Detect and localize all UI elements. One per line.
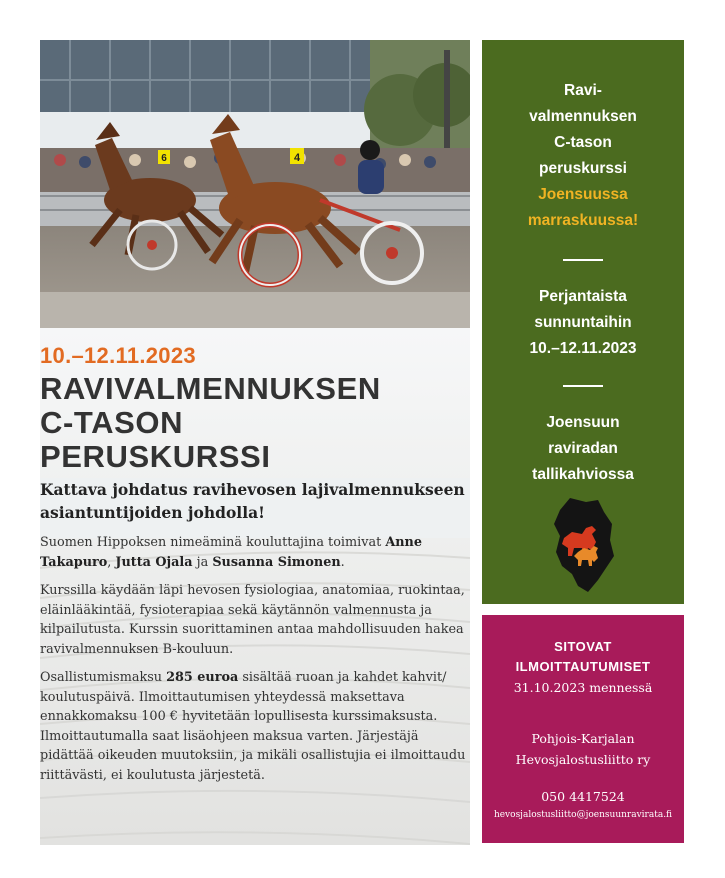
summary-line-3: C-tason (554, 134, 612, 151)
registration-box (482, 615, 684, 843)
trainers-paragraph (40, 533, 468, 572)
summary-divider-2 (563, 385, 603, 387)
registration-title-line-2: ILMOITTAUTUMISET (515, 659, 651, 674)
left-horse-bib-number: 6 (161, 153, 167, 164)
course-title-line-2: C-TASON (40, 405, 184, 440)
course-subtitle: Kattava johdatus ravihevosen lajivalmennukseen asiantuntijoiden johdolla! (40, 480, 465, 522)
course-summary-box (482, 40, 684, 604)
course-content-paragraph: Kurssilla käydään läpi hevosen fysiologiaa, anatomiaa, ruokintaa, eläinlääkintää, fysioterapiaa sekä käytännön valmennusta ja kilpailutusta. Kurssin suorittaminen antaa mahdollisuuden hakea ravivalmennuksen B-kouluun. (40, 583, 465, 657)
venue-line-2: raviradan (548, 440, 618, 457)
course-title-line-3: PERUSKURSSI (40, 439, 271, 474)
organizer-line-1: Pohjois-Karjalan (531, 731, 635, 746)
trainer-name-3: Susanna Simonen (212, 554, 341, 570)
schedule-line-1: Perjantaista (539, 288, 627, 305)
right-horse-bib-number: 4 (293, 152, 301, 164)
hero-photo (40, 40, 470, 328)
fee-amount: 285 euroa (166, 670, 239, 685)
venue-line-3: tallikahviossa (532, 466, 634, 483)
summary-line-1: Ravi- (564, 82, 602, 99)
organizer-phone: 050 4417524 (541, 789, 625, 804)
course-date-heading: 10.–12.11.2023 (40, 343, 196, 368)
trainers-end: . (340, 554, 345, 570)
schedule-dates: 10.–12.11.2023 (529, 340, 637, 357)
course-title (40, 372, 470, 474)
course-info-column (40, 328, 470, 845)
venue-line-1: Joensuun (546, 414, 620, 431)
summary-month-line: marraskuussa! (527, 212, 639, 229)
summary-line-4: peruskurssi (539, 160, 627, 177)
summary-line-2: valmennuksen (529, 108, 637, 125)
summary-divider-1 (563, 259, 603, 261)
trainer-name-1: Anne Takapuro (40, 535, 422, 570)
fee-intro: Osallistumismaksu (40, 670, 167, 685)
registration-deadline: 31.10.2023 mennessä (513, 680, 653, 695)
organizer-email: hevosjalostusliitto@joensuunravirata.fi (493, 810, 673, 820)
registration-title-line-1: SITOVAT (554, 639, 612, 654)
trainers-intro: Suomen Hippoksen nimeäminä kouluttajina toimivat (40, 535, 386, 550)
course-title-line-1: RAVIVALMENNUKSEN (40, 371, 381, 406)
organizer-line-2: Hevosjalostusliitto ry (515, 752, 651, 767)
trainers-separator-2: ja (192, 554, 213, 570)
registration-title (482, 637, 684, 677)
fee-paragraph (40, 668, 468, 785)
trainer-name-2: Jutta Ojala (115, 554, 193, 570)
summary-location-line: Joensuussa (538, 186, 628, 203)
horse-association-logo-icon (552, 496, 616, 594)
trainers-separator-1: , (107, 554, 116, 570)
schedule-line-2: sunnuntaihin (534, 314, 632, 331)
fee-details: sisältää ruoan ja kahdet kahvit/ koulutuspäivä. Ilmoittautumisen yhteydessä maksettava ennakkomaksu 100 € hyvitetään lopullisesta kurssimaksusta. Ilmoittautumalla saat lisäohjeen maksua varten. Järjestäjä pidättää oikeuden muutoksiin, ja mikäli osallistujia ei ilmoittaudu riittävästi, ei koulutusta järjestetä. (40, 670, 466, 783)
